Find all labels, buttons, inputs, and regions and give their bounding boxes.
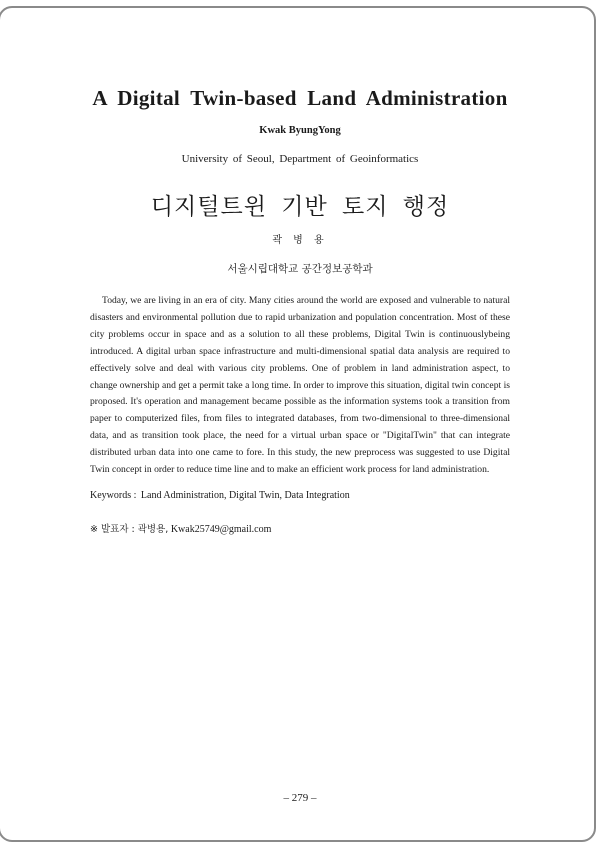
keywords-label: Keywords : xyxy=(90,490,137,501)
affiliation-english: University of Seoul, Department of Geoinformatics xyxy=(181,153,419,165)
presenter-label: ※ 발표자 : 곽병용, xyxy=(90,524,169,535)
paper-title-korean: 디지털트윈 기반 토지 행정 xyxy=(150,194,450,220)
keywords-list: Land Administration, Digital Twin, Data Integration xyxy=(140,490,350,501)
presenter-email: Kwak25749@gmail.com xyxy=(170,524,272,535)
author-name-korean: 곽 병 용 xyxy=(272,235,328,246)
paper-title-english: A Digital Twin-based Land Administration xyxy=(92,86,508,110)
abstract-text: Today, we are living in an era of city. Many cities around the world are exposed and vulnerable to natural disasters and environmental pollution due to rapid urbanization and population concentration. Most of these city problems occur in space and as a solution to all these problems, Digital Twin is continuouslybeing introduced. A digital urban space infrastructure and multi-dimensional spatial data analysis are required to effectively solve and deal with various city problems. One of problem in land administration aspect, to change ownership and get a permit take a long time. In order to improve this situation, digital twin concept is proposed. It's operation and management became possible as the information systems took a transition from paper to computerized files, from files to integrated databases, from two-dimensional to three-dimensional data, and as transition took place, the need for a virtual urban space or "DigitalTwin" that can integrate distributed urban data into one came to fore. In this study, the new preprocess was suggested to use Digital Twin concept in order to reduce time line and to make an efficient work process for land administration. xyxy=(90,295,510,476)
keywords-line xyxy=(90,490,510,501)
author-name-english: Kwak ByungYong xyxy=(259,125,341,136)
affiliation-korean: 서울시립대학교 공간정보공학과 xyxy=(227,263,373,275)
page-number: – 279 – xyxy=(283,792,317,804)
presenter-note xyxy=(90,521,510,535)
